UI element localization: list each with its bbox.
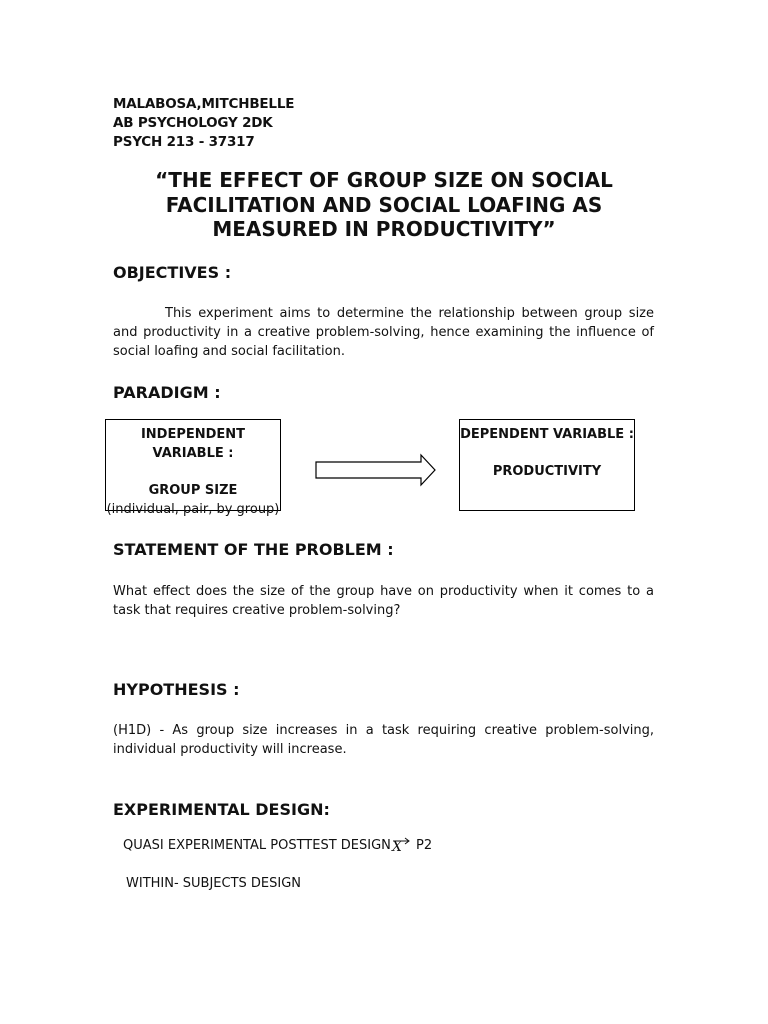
independent-variable-box — [105, 419, 281, 517]
svg-text:X: X — [392, 839, 402, 855]
hypothesis-text: (H1D) - As group size increases in a task requiring creative problem-solving, individual productivity will increase. — [113, 723, 654, 757]
independent-variable-detail: (individual, pair, by group) — [106, 502, 280, 517]
dependent-variable-value: PRODUCTIVITY — [492, 464, 602, 479]
dependent-variable-box — [459, 419, 635, 511]
independent-variable-label: INDEPENDENT VARIABLE : — [140, 427, 246, 461]
author-name: MALABOSA,MITCHBELLE — [113, 96, 295, 112]
right-arrow-icon — [314, 453, 438, 487]
design-line-1: QUASI EXPERIMENTAL POSTTEST DESIGN — [123, 838, 391, 853]
independent-variable-value: GROUP SIZE — [148, 483, 238, 498]
document-title — [113, 168, 655, 242]
design-line-1-suffix: P2 — [416, 838, 433, 853]
treatment-x-arrow-icon — [390, 835, 412, 855]
title-line-1: “THE EFFECT OF GROUP SIZE ON SOCIAL — [155, 168, 613, 192]
problem-heading: STATEMENT OF THE PROBLEM : — [113, 540, 394, 559]
title-line-3: MEASURED IN PRODUCTIVITY” — [212, 217, 556, 241]
author-program: AB PSYCHOLOGY 2DK — [113, 115, 273, 131]
design-line-2: WITHIN- SUBJECTS DESIGN — [126, 876, 302, 891]
author-block — [113, 95, 294, 152]
hypothesis-heading: HYPOTHESIS : — [113, 680, 240, 699]
author-course: PSYCH 213 - 37317 — [113, 134, 255, 150]
problem-text: What effect does the size of the group have on productivity when it comes to a task that requires creative problem-solving? — [113, 584, 654, 618]
objectives-heading: OBJECTIVES : — [113, 263, 232, 282]
title-line-2: FACILITATION AND SOCIAL LOAFING AS — [165, 192, 603, 217]
paradigm-heading: PARADIGM : — [113, 383, 221, 402]
objectives-text: This experiment aims to determine the relationship between group size and productivity in a creative problem-solving, hence examining the influence of social loafing and social facilitation. — [113, 306, 654, 359]
dependent-variable-label: DEPENDENT VARIABLE : — [460, 427, 634, 442]
design-heading: EXPERIMENTAL DESIGN: — [113, 800, 330, 819]
